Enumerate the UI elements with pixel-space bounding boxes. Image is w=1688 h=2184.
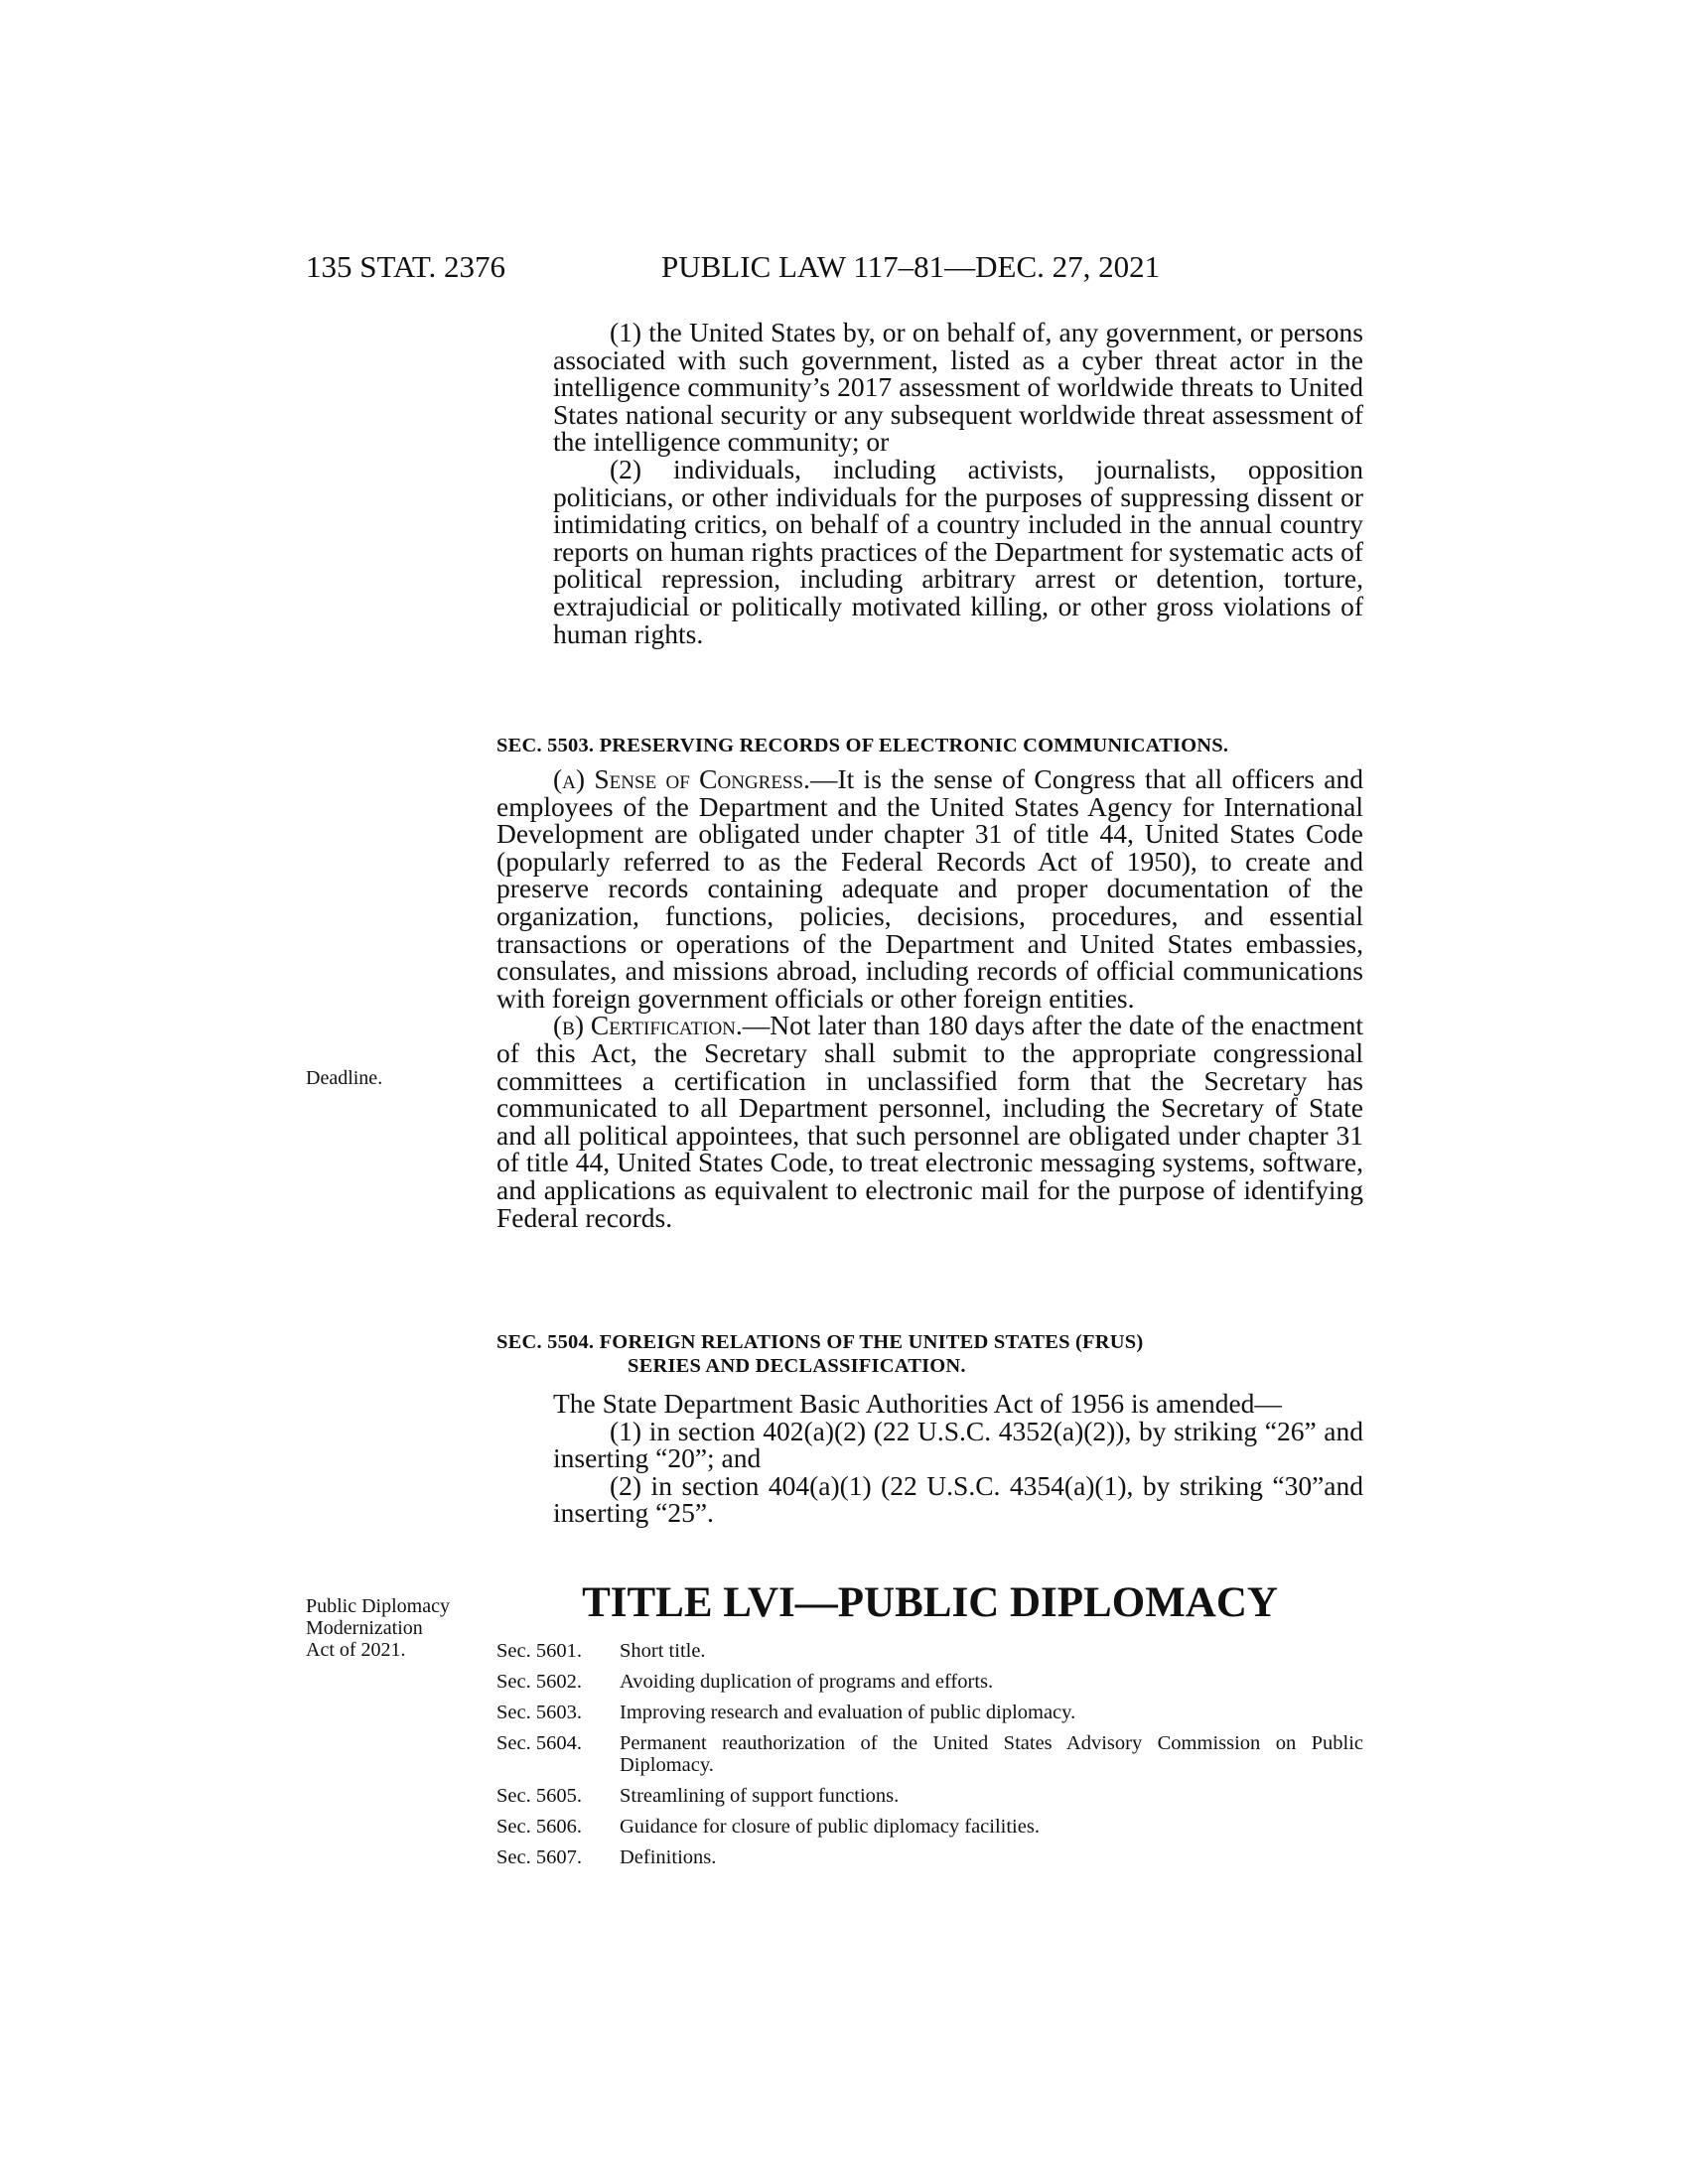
section-5504-heading xyxy=(496,1330,1363,1378)
section-5504-body xyxy=(496,1390,1363,1527)
deadline-margin-note: Deadline. xyxy=(306,1067,383,1089)
toc-section-title: Guidance for closure of public diplomacy facilities. xyxy=(620,1816,1040,1838)
section-5503-body xyxy=(496,765,1363,1231)
toc-section-number: Sec. 5601. xyxy=(496,1640,582,1662)
toc-section-number: Sec. 5606. xyxy=(496,1816,582,1838)
section-5504-heading-line2: SERIES AND DECLASSIFICATION. xyxy=(628,1355,966,1377)
toc-section-title: Permanent reauthorization of the United States Advisory Commission on Public Diplomacy. xyxy=(620,1732,1363,1776)
statute-page-number: 135 STAT. 2376 xyxy=(306,249,506,284)
subsection-a xyxy=(496,765,1363,1012)
public-law-header: PUBLIC LAW 117–81—DEC. 27, 2021 xyxy=(661,249,1161,284)
toc-section-number: Sec. 5605. xyxy=(496,1785,582,1807)
title-lvi-heading: TITLE LVI—PUBLIC DIPLOMACY xyxy=(582,1579,1278,1626)
toc-row xyxy=(496,1640,1363,1662)
toc-row xyxy=(496,1671,1363,1693)
toc-section-title: Streamlining of support functions. xyxy=(620,1785,900,1807)
toc-section-number: Sec. 5602. xyxy=(496,1671,582,1693)
section-5504-intro: The State Department Basic Authorities Act of 1956 is amended— xyxy=(553,1388,1282,1419)
toc-section-number: Sec. 5607. xyxy=(496,1846,582,1868)
subsection-b-text: —Not later than 180 days after the date of the enactment of this Act, the Secretary shall submit to the appropriate congressional committees a certification in unclassified form that the Secretary has communicated to all Department personnel, including the Secretary of State and all political appointees, that such personnel are obligated under chapter 31 of title 44, United States Code, to treat electronic messaging systems, software, and applications as equivalent to electronic mail for the purpose of identifying Federal records. xyxy=(496,1010,1363,1233)
toc-row xyxy=(496,1846,1363,1868)
paragraph-item-1: (1) the United States by, or on behalf of, any government, or persons associated with such government, listed as a cyber threat actor in the intelligence community’s 2017 assessment of worldwide threats to United States national security or any subsequent worldwide threat assessment of the intelligence community; or xyxy=(553,317,1363,458)
subsection-a-text: —It is the sense of Congress that all officers and employees of the Department and the United States Agency for International Development are obligated under chapter 31 of title 44, United States Code (popularly referred to as the Federal Records Act of 1950), to create and preserve records containing adequate and proper documentation of the organization, functions, policies, decisions, procedures, and essential transactions or operations of the Department and United States embassies, consulates, and missions abroad, including records of official communications with foreign government officials or other foreign entities. xyxy=(496,763,1363,1014)
toc-row xyxy=(496,1732,1363,1776)
toc-section-number: Sec. 5603. xyxy=(496,1702,582,1723)
toc-section-title: Avoiding duplication of programs and efforts. xyxy=(620,1671,994,1693)
toc-section-title: Definitions. xyxy=(620,1846,717,1868)
toc-section-title: Improving research and evaluation of public diplomacy. xyxy=(620,1702,1076,1723)
section-5504-heading-line1: SEC. 5504. FOREIGN RELATIONS OF THE UNITED STATES (FRUS) xyxy=(496,1331,1144,1353)
toc-row xyxy=(496,1702,1363,1723)
table-of-contents xyxy=(496,1640,1363,1877)
subsection-b-label: (b) Certification. xyxy=(553,1010,743,1041)
section-5504-item-2: (2) in section 404(a)(1) (22 U.S.C. 4354(a)(1), by striking “30”and inserting “25”. xyxy=(553,1469,1363,1529)
subsection-b xyxy=(496,1012,1363,1231)
toc-section-number: Sec. 5604. xyxy=(496,1732,582,1754)
toc-section-title: Short title. xyxy=(620,1640,706,1662)
toc-row xyxy=(496,1816,1363,1838)
section-5504-item-1: (1) in section 402(a)(2) (22 U.S.C. 4352(a)(2)), by striking “26” and inserting “20”; and xyxy=(553,1415,1363,1474)
toc-row xyxy=(496,1785,1363,1807)
short-title-margin-note: Public Diplomacy Modernization Act of 2021. xyxy=(306,1595,450,1661)
continuation-block xyxy=(496,319,1363,647)
subsection-a-label: (a) Sense of Congress. xyxy=(553,763,810,794)
section-5503-heading: SEC. 5503. PRESERVING RECORDS OF ELECTRONIC COMMUNICATIONS. xyxy=(496,735,1229,756)
paragraph-item-2: (2) individuals, including activists, journalists, opposition politicians, or other individuals for the purposes of suppressing dissent or intimidating critics, on behalf of a country included in the annual country reports on human rights practices of the Department for systematic acts of political repression, including arbitrary arrest or detention, torture, extrajudicial or politically motivated killing, or other gross violations of human rights. xyxy=(553,453,1363,649)
